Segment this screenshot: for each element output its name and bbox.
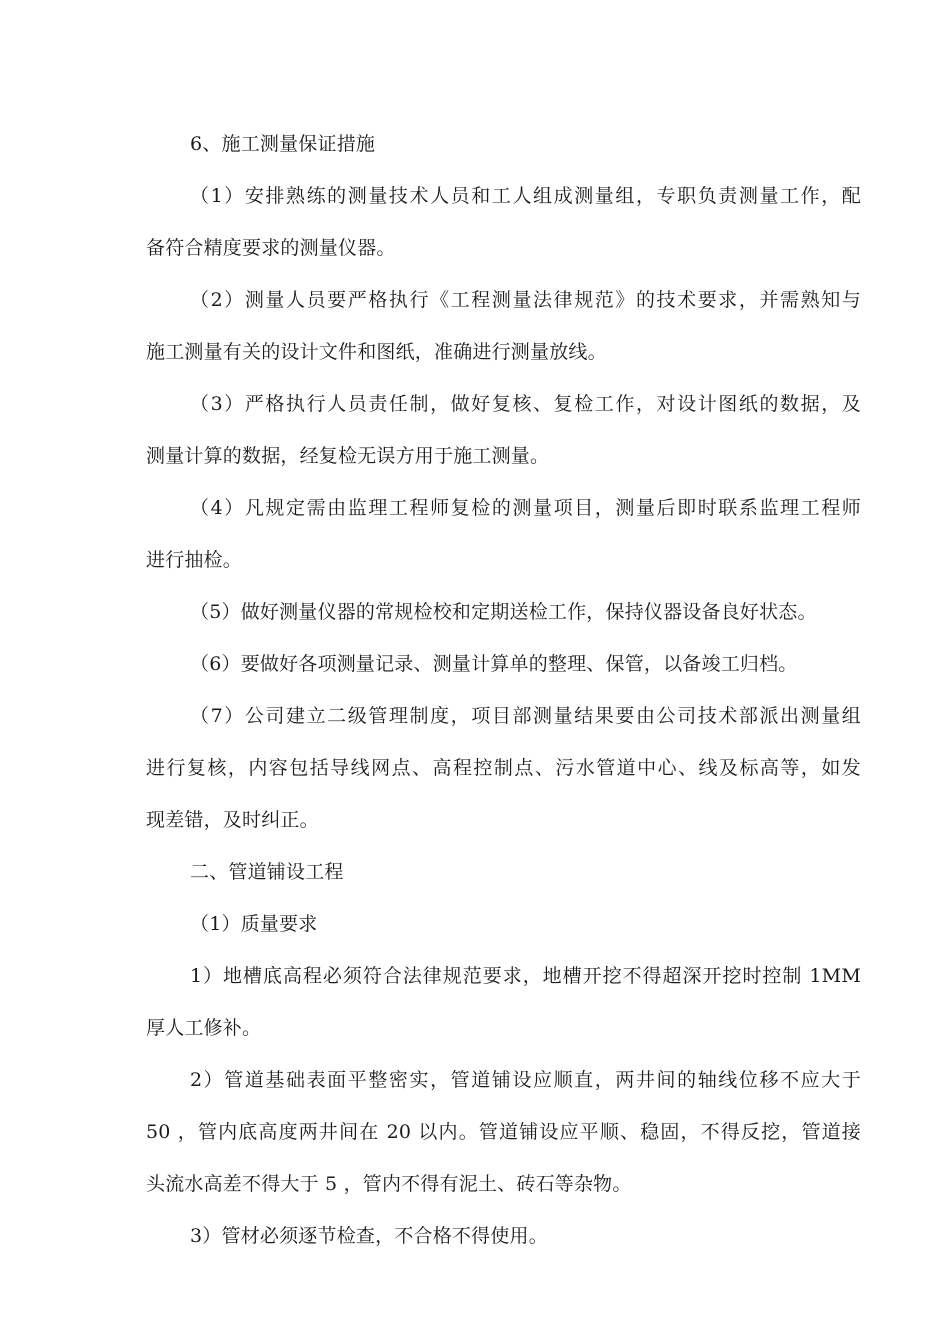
text-line: 2）管道基础表面平整密实，管道铺设应顺直，两井间的轴线位移不应大于 xyxy=(190,1069,861,1091)
text-line: 二、管道铺设工程 xyxy=(190,861,344,883)
text-line: 施工测量有关的设计文件和图纸，准确进行测量放线。 xyxy=(146,341,607,363)
document-body xyxy=(146,118,861,1262)
text-line: （2）测量人员要严格执行《工程测量法律规范》的技术要求，并需熟知与 xyxy=(190,289,861,311)
text-line: 头流水高差不得大于 5 ，管内不得有泥土、砖石等杂物。 xyxy=(146,1173,632,1195)
text-line: 现差错，及时纠正。 xyxy=(146,809,319,831)
text-line: （5）做好测量仪器的常规检校和定期送检工作，保持仪器设备良好状态。 xyxy=(190,601,817,623)
text-line: （4）凡规定需由监理工程师复检的测量项目，测量后即时联系监理工程师 xyxy=(190,497,861,519)
text-line: 进行抽检。 xyxy=(146,549,243,571)
text-line: 厚人工修补。 xyxy=(146,1017,262,1039)
text-line: 3）管材必须逐节检查，不合格不得使用。 xyxy=(190,1225,548,1247)
text-line: 1）地槽底高程必须符合法律规范要求，地槽开挖不得超深开挖时控制 1MM xyxy=(190,965,861,987)
text-line: （3）严格执行人员责任制，做好复核、复检工作，对设计图纸的数据，及 xyxy=(190,393,861,415)
text-line: 备符合精度要求的测量仪器。 xyxy=(146,237,396,259)
text-line: （7）公司建立二级管理制度，项目部测量结果要由公司技术部派出测量组 xyxy=(190,705,861,727)
text-line: （6）要做好各项测量记录、测量计算单的整理、保管，以备竣工归档。 xyxy=(190,653,798,675)
text-line: 测量计算的数据，经复检无误方用于施工测量。 xyxy=(146,445,550,467)
text-line: 6、施工测量保证措施 xyxy=(190,133,376,155)
text-line: 进行复核，内容包括导线网点、高程控制点、污水管道中心、线及标高等，如发 xyxy=(146,757,861,779)
text-line: 50 ，管内底高度两井间在 20 以内。管道铺设应平顺、稳固，不得反挖，管道接 xyxy=(146,1121,861,1143)
text-line: （1）安排熟练的测量技术人员和工人组成测量组，专职负责测量工作，配 xyxy=(190,185,861,207)
text-line: （1）质量要求 xyxy=(190,913,318,935)
